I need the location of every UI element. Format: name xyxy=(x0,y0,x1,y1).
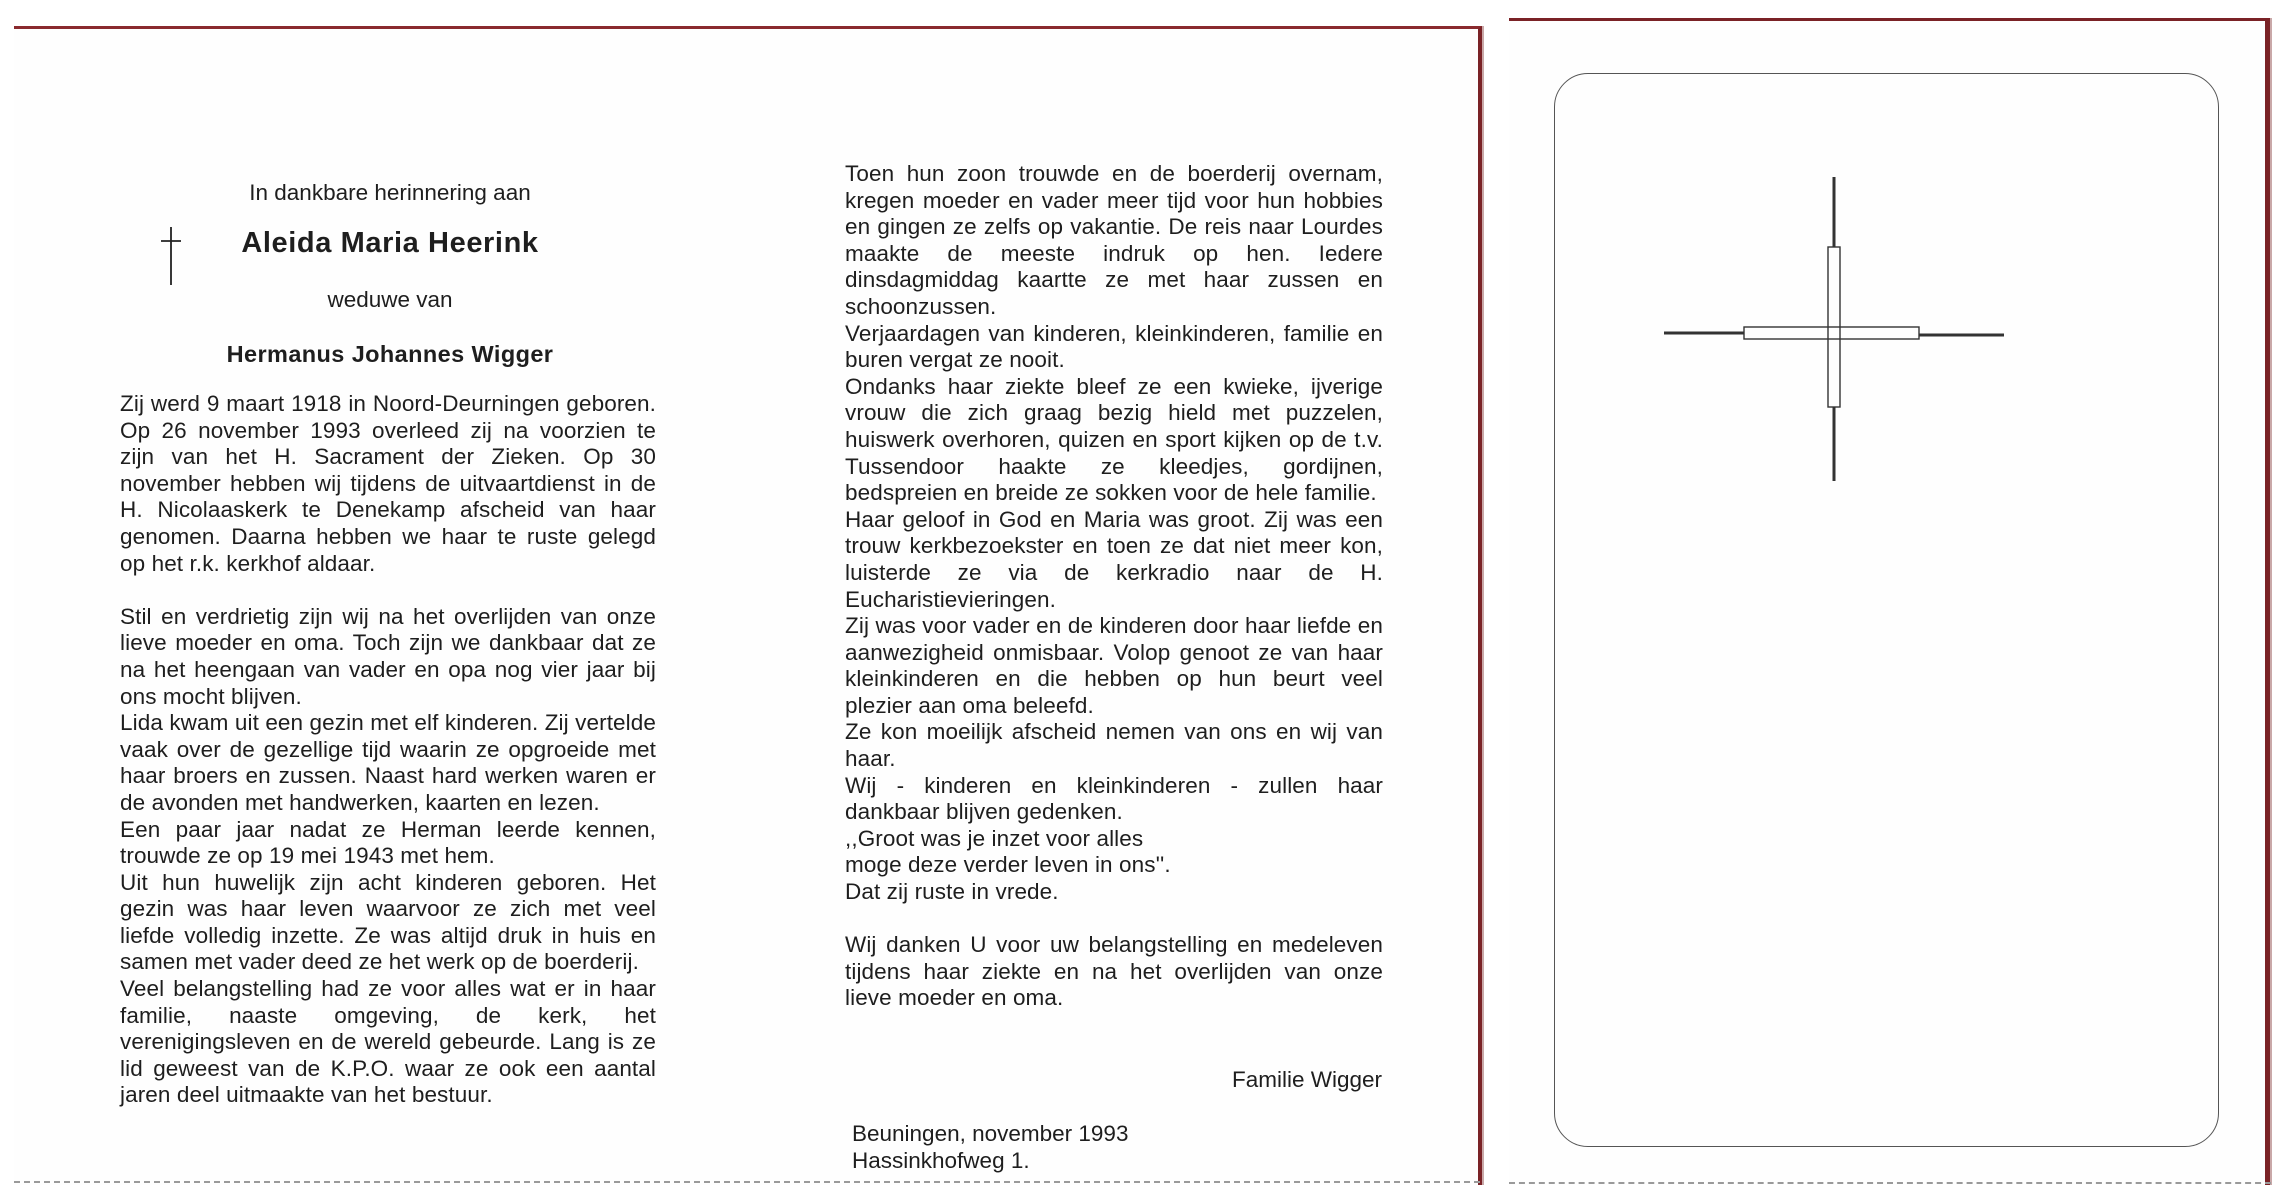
paragraph-retirement: Toen hun zoon trouwde en de boerderij overnam, kregen moeder en vader meer tijd voor hun hobbies en gingen ze zelfs op vakantie. De reis naar Lourdes maakte de meeste indruk op hen. Iedere dinsdagmiddag kaartte ze met haar zussen en schoonzussen. xyxy=(845,161,1383,319)
paragraph-grief: Stil en verdrietig zijn wij na het overlijden van onze lieve moeder en oma. Toch zijn we dankbaar dat ze na het heengaan van vader en opa nog vier jaar bij ons mocht blijven. xyxy=(120,603,656,709)
family-signature: Familie Wigger xyxy=(1231,1067,1382,1092)
paragraph-hobbies: Ondanks haar ziekte bleef ze een kwieke, ijverige vrouw die zich graag bezig hield met puzzelen, huiswerk overhoren, quizen en sport kijken op de t.v. Tussendoor haakte ze kleedjes, gordijnen, bedspreien en breide ze sokken voor de hele familie. xyxy=(845,373,1383,506)
paragraph-birthdays: Verjaardagen van kinderen, kleinkinderen, familie en buren vergat ze nooit. xyxy=(845,320,1383,373)
deceased-name: Aleida Maria Heerink xyxy=(241,227,539,259)
cross-icon xyxy=(1664,155,2004,505)
quote-line-1: ,,Groot was je inzet voor alles xyxy=(845,825,1144,851)
street-address: Hassinkhofweg 1. xyxy=(852,1147,1030,1173)
paragraph-grandchildren: Zij was voor vader en de kinderen door haar liefde en aanwezigheid onmisbaar. Volop genoot ze van haar kleinkinderen en die hebben op hun beurt veel plezier aan oma beleefd. xyxy=(845,613,1383,718)
inner-card-bottom-edge xyxy=(14,1181,1480,1183)
paragraph-thanks: Wij danken U voor uw belangstelling en medeleven tijdens haar ziekte en na het overlijden van onze lieve moeder en oma. xyxy=(845,932,1383,1011)
closing-prayer: Dat zij ruste in vrede. xyxy=(845,879,1059,905)
quote-line-2: moge deze verder leven in ons''. xyxy=(845,852,1171,878)
paragraph-farewell: Ze kon moeilijk afscheid nemen van ons en wij van haar. xyxy=(845,719,1383,772)
paragraph-faith: Haar geloof in God en Maria was groot. Zij was een trouw kerkbezoekster en toen ze dat niet meer kon, luisterde ze via de kerkradio naar de H. Eucharistievieringen. xyxy=(845,506,1383,612)
paragraph-children: Uit hun huwelijk zijn acht kinderen geboren. Het gezin was haar leven waarvoor ze zich met veel liefde volledig inzette. Ze was altijd druk in huis en samen met vader deed ze het werk op de boerderij. xyxy=(120,869,656,975)
paragraph-interests: Veel belangstelling had ze voor alles wat er in haar familie, naaste omgeving, de kerk, het verenigingsleven en de wereld gebeurde. Lang is ze lid geweest van de K.P.O. waar ze ook een aantal jaren deel uitmaakte van het bestuur. xyxy=(120,976,656,1108)
place-and-date: Beuningen, november 1993 xyxy=(852,1121,1129,1146)
paragraph-life-dates: Zij werd 9 maart 1918 in Noord-Deurningen geboren. Op 26 november 1993 overleed zij na voorzien te zijn van het H. Sacrament der Zieken. Op 30 november hebben wij tijdens de uitvaartdienst in de H. Nicolaaskerk te Denekamp afscheid van haar genomen. Daarna hebben we haar te ruste gelegd op het r.k. kerkhof aldaar. xyxy=(120,391,656,576)
paragraph-remembrance: Wij - kinderen en kleinkinderen - zullen haar dankbaar blijven gedenken. xyxy=(845,772,1383,825)
husband-name: Hermanus Johannes Wigger xyxy=(226,341,554,367)
front-card-bottom-edge xyxy=(1509,1182,2271,1184)
address-block xyxy=(852,1121,1128,1174)
intro-line: In dankbare herinnering aan xyxy=(249,180,531,205)
widow-of-line: weduwe van xyxy=(327,287,453,312)
right-text-column xyxy=(845,161,1383,1012)
paragraph-marriage: Een paar jaar nadat ze Herman leerde kennen, trouwde ze op 19 mei 1943 met hem. xyxy=(120,816,656,869)
inner-card-spread xyxy=(14,26,1482,1185)
left-text-column xyxy=(120,391,656,1109)
front-card xyxy=(1509,18,2270,1185)
paragraph-family-origin: Lida kwam uit een gezin met elf kinderen. Zij vertelde vaak over de gezellige tijd waarin ze opgroeide met haar broers en zussen. Naast hard werken waren er de avonden met handwerken, kaarten en lezen. xyxy=(120,710,656,815)
